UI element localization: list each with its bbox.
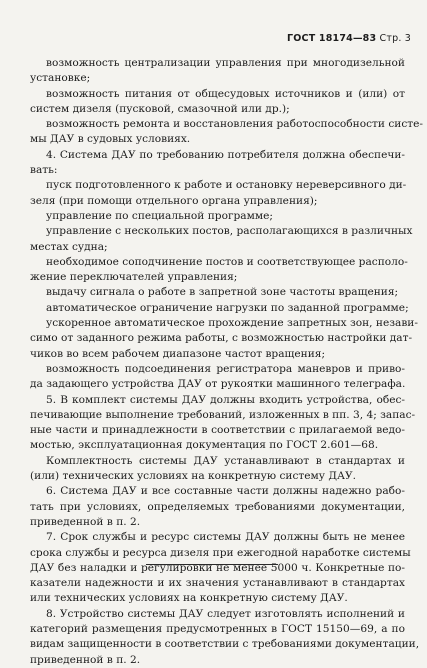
text-line: категорий размещения предусмотренных в ГОСТ 15150—69, а по [30, 622, 405, 635]
text-line: срока службы и ресурса дизеля при ежегодной наработке системы [30, 546, 411, 559]
text-line: выдачу сигнала о работе в запретной зоне частоты вращения; [46, 286, 399, 299]
text-line: пуск подготовленного к работе и остановку нереверсивного ди- [46, 179, 407, 192]
text-line: приведенной в п. 2. [30, 653, 141, 666]
text-line: возможность централизации управления при многодизельной [46, 57, 405, 69]
text-line: 8. Устройство системы ДАУ следует изготовлять исполнений и [46, 607, 405, 620]
text-line: приведенной в п. 2. [30, 515, 141, 528]
text-line: возможность питания от общесудовых источников и (или) от [46, 87, 405, 100]
text-line: видам защищенности в соответствии с требованиями документации, [30, 638, 420, 651]
text-line: автоматическое ограничение нагрузки по заданной программе; [46, 301, 409, 314]
page-header [287, 33, 411, 44]
text-line: местах судна; [30, 240, 108, 253]
text-line: да задающего устройства ДАУ от рукоятки машинного телеграфа. [30, 378, 406, 391]
text-line: систем дизеля (пусковой, смазочной или др.); [30, 102, 290, 115]
end-rule [146, 564, 278, 565]
text-line: или технических условиях на конкретную систему ДАУ. [30, 592, 348, 605]
text-line: Комплектность системы ДАУ устанавливают в стандартах и [46, 454, 405, 467]
text-line: управление с нескольких постов, располагающихся в различных [46, 225, 413, 238]
text-line: необходимое соподчинение постов и соответствующее располо- [46, 255, 408, 268]
text-line: зеля (при помощи отдельного органа управления); [30, 194, 318, 207]
text-line: ДАУ без наладки и регулировки не менее 5000 ч. Конкретные по- [30, 561, 405, 574]
text-line: 6. Система ДАУ и все составные части должны надежно рабо- [46, 485, 405, 498]
text-line: мостью, эксплуатационная документация по ГОСТ 2.601—68. [30, 439, 379, 452]
text-line: мы ДАУ в судовых условиях. [30, 133, 191, 146]
standard-number: ГОСТ 18174—83 [287, 33, 377, 44]
text-line: 4. Система ДАУ по требованию потребителя должна обеспечи- [46, 148, 405, 161]
text-line: печивающие выполнение требований, изложенных в пп. 3, 4; запас- [30, 408, 416, 421]
page-number: Стр. 3 [379, 33, 411, 44]
text-line: вать: [30, 164, 58, 177]
text-line: управление по специальной программе; [46, 209, 273, 222]
text-line: 7. Срок службы и ресурс системы ДАУ должны быть не менее [46, 531, 405, 544]
text-line: тать при условиях, определяемых требованиями документации, [30, 500, 405, 513]
text-line: казатели надежности и их значения устанавливают в стандартах [30, 577, 405, 590]
text-line: ускоренное автоматическое прохождение запретных зон, незави- [46, 317, 418, 330]
text-line: чиков во всем рабочем диапазоне частот вращения; [30, 347, 326, 360]
document-body [30, 56, 423, 668]
text-line: установке; [30, 72, 91, 85]
text-line: возможность ремонта и восстановления работоспособности систе- [46, 118, 423, 131]
text-line: жение переключателей управления; [30, 271, 238, 284]
text-line: симо от заданного режима работы, с возможностью настройки дат- [30, 332, 413, 345]
text-line: 5. В комплект системы ДАУ должны входить устройства, обес- [46, 393, 405, 406]
text-line: ные части и принадлежности в соответствии с прилагаемой ведо- [30, 424, 405, 437]
text-line: возможность подсоединения регистратора маневров и приво- [46, 362, 405, 375]
text-line: (или) технических условиях на конкретную систему ДАУ. [30, 470, 357, 483]
